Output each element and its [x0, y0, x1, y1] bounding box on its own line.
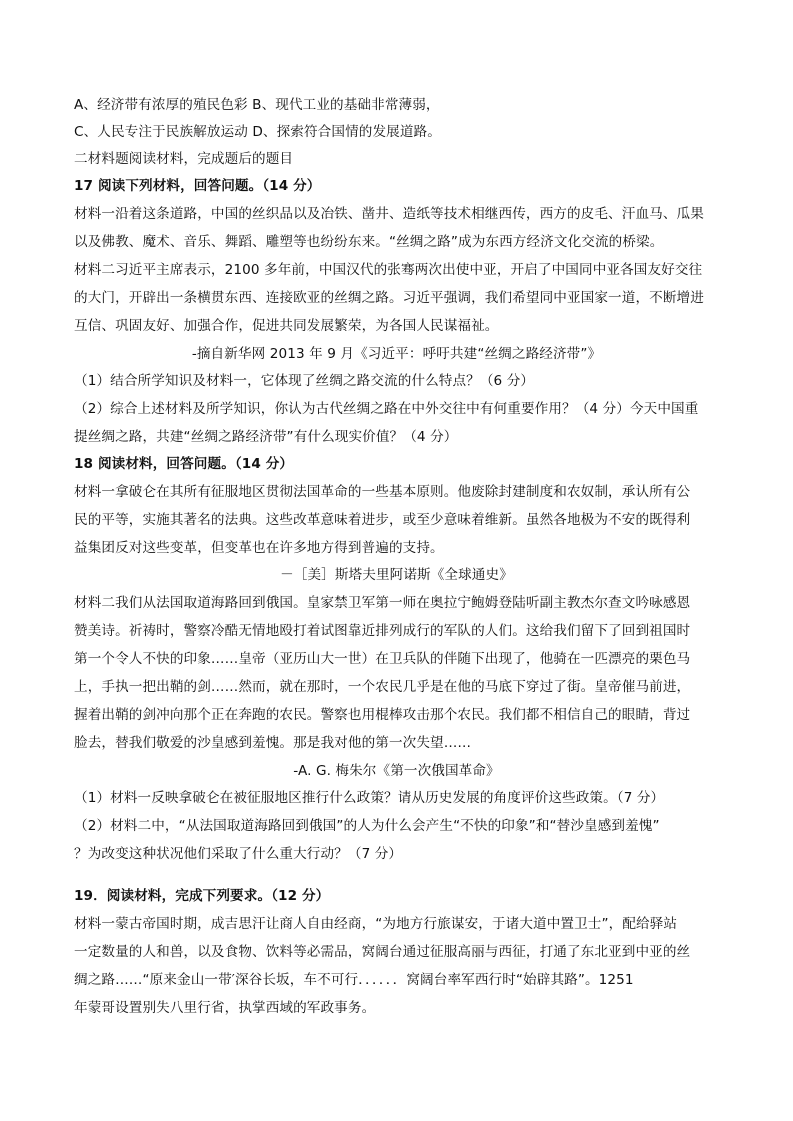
q17-material2-line1: 材料二习近平主席表示，2100 多年前，中国汉代的张骞两次出使中亚，开启了中国同中亚各国友好交往 — [74, 262, 703, 278]
q18-subquestion-2-line1: （2）材料二中，“从法国取道海路回到俄国”的人为什么会产生“不快的印象”和“替沙皇感到羞愧” — [74, 818, 660, 834]
q17-material1-line2: 以及佛教、魔术、音乐、舞蹈、雕塑等也纷纷东来。“丝绸之路”成为东西方经济文化交流的桥梁。 — [74, 234, 664, 250]
q19-material1-line1: 材料一蒙古帝国时期，成吉思汗让商人自由经商，“为地方行旅谋安，于诸大道中置卫士”，配给驿站 — [74, 916, 678, 932]
q17-source-citation: -摘自新华网 2013 年 9 月《习近平：呼吁共建“丝绸之路经济带”》 — [191, 346, 602, 362]
q17-material2-line3: 互信、巩固友好、加强合作，促进共同发展繁荣，为各国人民谋福祉。 — [74, 318, 499, 334]
q18-material2-line3: 第一个令人不快的印象……皇帝（亚历山大一世）在卫兵队的伴随下出现了，他骑在一匹漂亮的栗色马 — [74, 651, 691, 667]
question-17-title: 17 阅读下列材料，回答问题。（14 分） — [74, 178, 321, 194]
q18-material2-line4: 上，手执一把出鞘的剑……然而，就在那时，一个农民几乎是在他的马底下穿过了街。皇帝催马前进， — [74, 679, 691, 695]
q18-material2-line5: 握着出鞘的剑冲向那个正在奔跑的农民。警察也用棍棒攻击那个农民。我们都不相信自己的眼睛，背过 — [74, 707, 691, 723]
q17-subquestion-2-line2: 提丝绸之路，共建“丝绸之路经济带”有什么现实价值？（4 分） — [74, 429, 458, 445]
q17-subquestion-2-line1: （2）综合上述材料及所学知识，你认为古代丝绸之路在中外交往中有何重要作用？（4 分）今天中国重 — [74, 401, 699, 417]
choice-options-ab: A、经济带有浓厚的殖民色彩 B、现代工业的基础非常薄弱， — [74, 97, 440, 113]
q18-material1-line1: 材料一拿破仑在其所有征服地区贯彻法国革命的一些基本原则。他废除封建制度和农奴制，承认所有公 — [74, 484, 691, 500]
q18-material2-line1: 材料二我们从法国取道海路回到俄国。皇家禁卫军第一师在奥拉宁鲍姆登陆听副主教杰尔查文吟咏感恩 — [74, 595, 691, 611]
q18-source-citation-2: -A. G. 梅朱尔《第一次俄国革命》 — [293, 763, 500, 779]
q18-subquestion-1: （1）材料一反映拿破仑在被征服地区推行什么政策？请从历史发展的角度评价这些政策。（7 分） — [74, 790, 665, 806]
q18-material2-line2: 赞美诗。祈祷时，警察冷酷无情地殴打着试图靠近排列成行的军队的人们。这给我们留下了回到祖国时 — [74, 623, 691, 639]
q18-material2-line6: 脸去，替我们敬爱的沙皇感到羞愧。那是我对他的第一次失望…… — [74, 735, 472, 751]
q18-material1-line2: 民的平等，实施其著名的法典。这些改革意味着进步，或至少意味着维新。虽然各地极为不安的既得利 — [74, 512, 691, 528]
q19-material1-line3: 绸之路……“原来金山一带′深谷长坂，车不可行．．．．．．窝阔台率军西行时“始辟其路”。1251 — [74, 972, 634, 988]
question-19-title: 19．阅读材料，完成下列要求。（12 分） — [74, 888, 330, 904]
choice-options-cd: C、人民专注于民族解放运动 D、探索符合国情的发展道路。 — [74, 124, 441, 140]
q19-material1-line2: 一定数量的人和兽，以及食物、饮料等必需品，窝阔台通过征服高丽与西征，打通了东北亚到中亚的丝 — [74, 944, 691, 960]
q18-source-citation-1: －［美］斯塔夫里阿诺斯《全球通史》 — [280, 567, 513, 583]
section-heading: 二材料题阅读材料，完成题后的题目 — [74, 151, 294, 167]
q19-material1-line4: 年蒙哥设置别失八里行省，执掌西域的军政事务。 — [74, 1000, 376, 1016]
q17-subquestion-1: （1）结合所学知识及材料一，它体现了丝绸之路交流的什么特点？（6 分） — [74, 373, 535, 389]
q17-material2-line2: 的大门，开辟出一条横贯东西、连接欧亚的丝绸之路。习近平强调，我们希望同中亚国家一道，不断增进 — [74, 290, 704, 306]
q18-subquestion-2-line2: ？为改变这种状况他们采取了什么重大行动？（7 分） — [74, 846, 403, 862]
q17-material1-line1: 材料一沿着这条道路，中国的丝织品以及冶铁、凿井、造纸等技术相继西传，西方的皮毛、汗血马、瓜果 — [74, 206, 704, 222]
q18-material1-line3: 益集团反对这些变革，但变革也在许多地方得到普遍的支持。 — [74, 540, 444, 556]
question-18-title: 18 阅读材料，回答问题。（14 分） — [74, 456, 294, 472]
